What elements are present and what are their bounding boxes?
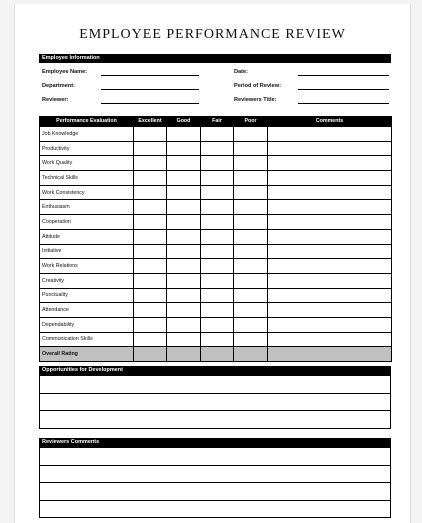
poor-cell[interactable] [234,303,268,318]
review-form-page [14,4,411,523]
excellent-cell[interactable] [134,185,167,200]
good-cell[interactable] [167,332,201,347]
employee-name-label: Employee Name: [42,69,88,75]
criterion-label: Punctuality [40,288,134,303]
fair-cell[interactable] [201,141,234,156]
poor-cell[interactable] [234,215,268,230]
poor-cell[interactable] [234,347,268,362]
reviewers-title-field[interactable] [298,103,389,104]
comment-line[interactable] [40,500,391,518]
development-line[interactable] [40,411,391,429]
criterion-label: Work Quality [40,156,134,171]
table-row [40,273,392,288]
overall-rating-label: Overall Rating [40,347,134,362]
poor-cell[interactable] [234,288,268,303]
comments-cell[interactable] [268,244,392,259]
criterion-label: Work Relations [40,259,134,274]
department-field[interactable] [101,89,199,90]
fair-cell[interactable] [201,273,234,288]
fair-cell[interactable] [201,185,234,200]
department-label: Department: [42,83,75,89]
good-cell[interactable] [167,171,201,186]
excellent-cell[interactable] [134,200,167,215]
comment-line[interactable] [40,483,391,501]
excellent-cell[interactable] [134,156,167,171]
comments-cell[interactable] [268,317,392,332]
criterion-label: Cooperation [40,215,134,230]
fair-cell[interactable] [201,347,234,362]
reviewer-field[interactable] [101,103,199,104]
good-cell[interactable] [167,244,201,259]
good-cell[interactable] [167,185,201,200]
table-row [40,229,392,244]
fair-cell[interactable] [201,303,234,318]
criterion-label: Creativity [40,273,134,288]
table-row [40,288,392,303]
comments-cell[interactable] [268,171,392,186]
table-row [40,185,392,200]
good-cell[interactable] [167,200,201,215]
development-line[interactable] [40,376,391,394]
criterion-label: Enthusiasm [40,200,134,215]
criterion-label: Productivity [40,141,134,156]
poor-cell[interactable] [234,332,268,347]
criterion-label: Attendance [40,303,134,318]
excellent-cell[interactable] [134,171,167,186]
criterion-label: Attitude [40,229,134,244]
comments-cell[interactable] [268,259,392,274]
poor-cell[interactable] [234,244,268,259]
poor-cell[interactable] [234,127,268,142]
table-row [40,171,392,186]
fair-cell[interactable] [201,259,234,274]
period-of-review-field[interactable] [298,89,389,90]
excellent-cell[interactable] [134,127,167,142]
excellent-cell[interactable] [134,332,167,347]
excellent-cell[interactable] [134,273,167,288]
comments-cell[interactable] [268,200,392,215]
poor-cell[interactable] [234,200,268,215]
comments-cell[interactable] [268,303,392,318]
table-row [40,200,392,215]
comment-line[interactable] [40,448,391,466]
poor-cell[interactable] [234,273,268,288]
excellent-cell[interactable] [134,288,167,303]
poor-cell[interactable] [234,229,268,244]
column-header: Good [167,117,201,127]
column-header: Poor [234,117,268,127]
table-header-row [40,117,392,127]
reviewer-label: Reviewer: [42,97,69,103]
good-cell[interactable] [167,347,201,362]
fair-cell[interactable] [201,156,234,171]
good-cell[interactable] [167,141,201,156]
poor-cell[interactable] [234,259,268,274]
excellent-cell[interactable] [134,317,167,332]
fair-cell[interactable] [201,288,234,303]
period-of-review-label: Period of Review: [234,83,281,89]
poor-cell[interactable] [234,171,268,186]
table-row [40,332,392,347]
table-row [40,244,392,259]
table-row [40,127,392,142]
column-header: Comments [268,117,392,127]
good-cell[interactable] [167,127,201,142]
column-header: Performance Evaluation [40,117,134,127]
excellent-cell[interactable] [134,303,167,318]
poor-cell[interactable] [234,317,268,332]
excellent-cell[interactable] [134,229,167,244]
reviewer-comments-header: Reviewers Comments [39,438,391,447]
employee-name-field[interactable] [101,75,199,76]
fair-cell[interactable] [201,127,234,142]
comments-cell[interactable] [268,332,392,347]
poor-cell[interactable] [234,141,268,156]
poor-cell[interactable] [234,156,268,171]
date-field[interactable] [298,75,389,76]
development-header: Opportunities for Development [39,366,391,375]
good-cell[interactable] [167,303,201,318]
table-row [40,303,392,318]
criterion-label: Technical Skills [40,171,134,186]
fair-cell[interactable] [201,171,234,186]
criterion-label: Work Consistency [40,185,134,200]
comments-cell[interactable] [268,273,392,288]
date-label: Date: [234,69,248,75]
table-row [40,156,392,171]
fair-cell[interactable] [201,317,234,332]
development-lines [39,375,391,429]
fair-cell[interactable] [201,229,234,244]
comments-cell[interactable] [268,127,392,142]
comments-cell[interactable] [268,229,392,244]
performance-evaluation-table [39,116,392,362]
table-row [40,141,392,156]
reviewer-comments-lines [39,447,391,518]
comments-cell[interactable] [268,347,392,362]
comments-cell[interactable] [268,156,392,171]
column-header: Fair [201,117,234,127]
criterion-label: Initiative [40,244,134,259]
excellent-cell[interactable] [134,244,167,259]
good-cell[interactable] [167,156,201,171]
criterion-label: Communication Skills [40,332,134,347]
good-cell[interactable] [167,215,201,230]
excellent-cell[interactable] [134,259,167,274]
excellent-cell[interactable] [134,141,167,156]
good-cell[interactable] [167,317,201,332]
good-cell[interactable] [167,259,201,274]
excellent-cell[interactable] [134,215,167,230]
table-row [40,259,392,274]
good-cell[interactable] [167,273,201,288]
table-row [40,317,392,332]
excellent-cell[interactable] [134,347,167,362]
poor-cell[interactable] [234,185,268,200]
comments-cell[interactable] [268,141,392,156]
fair-cell[interactable] [201,200,234,215]
employee-info-header: Employee Information [39,54,391,63]
development-line[interactable] [40,393,391,411]
fair-cell[interactable] [201,332,234,347]
fair-cell[interactable] [201,244,234,259]
table-row [40,215,392,230]
reviewers-title-label: Reviewers Title: [234,97,277,103]
comment-line[interactable] [40,465,391,483]
comments-cell[interactable] [268,215,392,230]
comments-cell[interactable] [268,288,392,303]
criterion-label: Dependability [40,317,134,332]
overall-rating-row [40,347,392,362]
criterion-label: Job Knowledge [40,127,134,142]
column-header: Excellent [134,117,167,127]
comments-cell[interactable] [268,185,392,200]
fair-cell[interactable] [201,215,234,230]
good-cell[interactable] [167,288,201,303]
good-cell[interactable] [167,229,201,244]
document-title: EMPLOYEE PERFORMANCE REVIEW [79,27,346,42]
